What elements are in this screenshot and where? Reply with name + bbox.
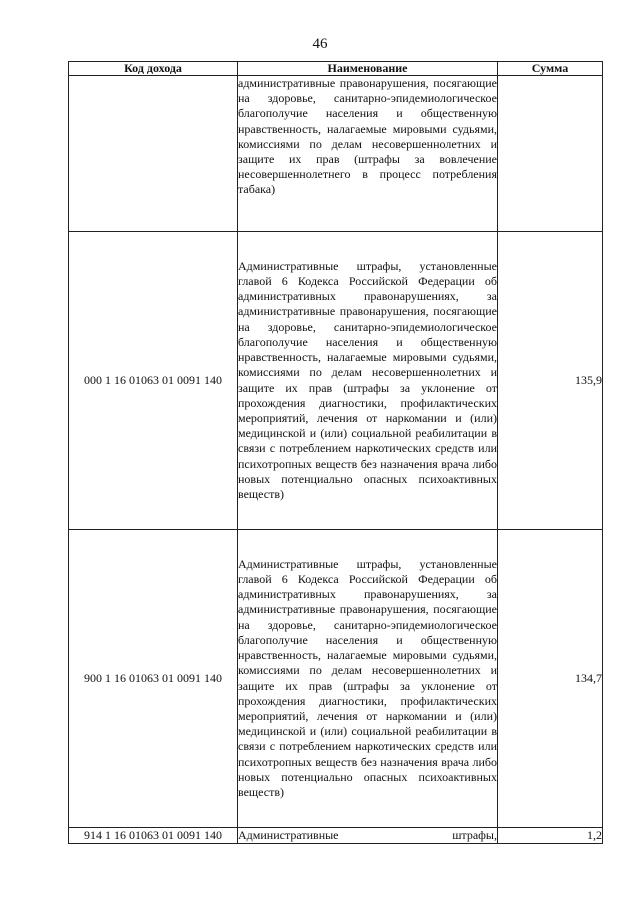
table-row	[69, 828, 603, 844]
table-row	[69, 232, 603, 530]
row-sum: 134,7	[498, 530, 603, 828]
table-row	[69, 530, 603, 828]
row-sum: 1,2	[498, 828, 603, 844]
page-number: 46	[312, 36, 328, 52]
row-code	[69, 76, 238, 232]
row-code: 000 1 16 01063 01 0091 140	[69, 232, 238, 530]
table-header-row	[69, 62, 603, 76]
header-code: Код дохода	[69, 62, 238, 76]
row-name: Административные штрафы,	[238, 828, 497, 842]
row-name: административные правонарушения, посягающие на здоровье, санитарно-эпидемиологическое благополучие населения и общественную нравственность, налагаемые мировыми судьями, комиссиями по делам несовершеннолетних и защите их прав (штрафы за вовлечение несовершеннолетнего в процесс потребления табака)	[238, 76, 498, 232]
table-row	[69, 76, 603, 232]
header-name: Наименование	[238, 62, 498, 76]
row-name: Административные штрафы, установленные главой 6 Кодекса Российской Федерации об административных правонарушениях, за административные правонарушения, посягающие на здоровье, санитарно-эпидемиологическое благополучие населения и общественную нравственность, налагаемые мировыми судьями, комиссиями по делам несовершеннолетних и защите их прав (штрафы за уклонение от прохождения диагностики, профилактических мероприятий, лечения от наркомании и (или) медицинской и (или) социальной реабилитации в связи с потреблением наркотических средств или психотропных веществ без назначения врача либо новых потенциально опасных психоактивных веществ)	[238, 530, 498, 828]
row-sum: 135,9	[498, 232, 603, 530]
row-code: 900 1 16 01063 01 0091 140	[69, 530, 238, 828]
header-sum: Сумма	[498, 62, 603, 76]
row-code: 914 1 16 01063 01 0091 140	[69, 828, 238, 844]
row-sum	[498, 76, 603, 232]
revenue-table	[68, 61, 603, 844]
row-name: Административные штрафы, установленные главой 6 Кодекса Российской Федерации об административных правонарушениях, за административные правонарушения, посягающие на здоровье, санитарно-эпидемиологическое благополучие населения и общественную нравственность, налагаемые мировыми судьями, комиссиями по делам несовершеннолетних и защите их прав (штрафы за уклонение от прохождения диагностики, профилактических мероприятий, лечения от наркомании и (или) медицинской и (или) социальной реабилитации в связи с потреблением наркотических средств или психотропных веществ без назначения врача либо новых потенциально опасных психоактивных веществ)	[238, 232, 498, 530]
